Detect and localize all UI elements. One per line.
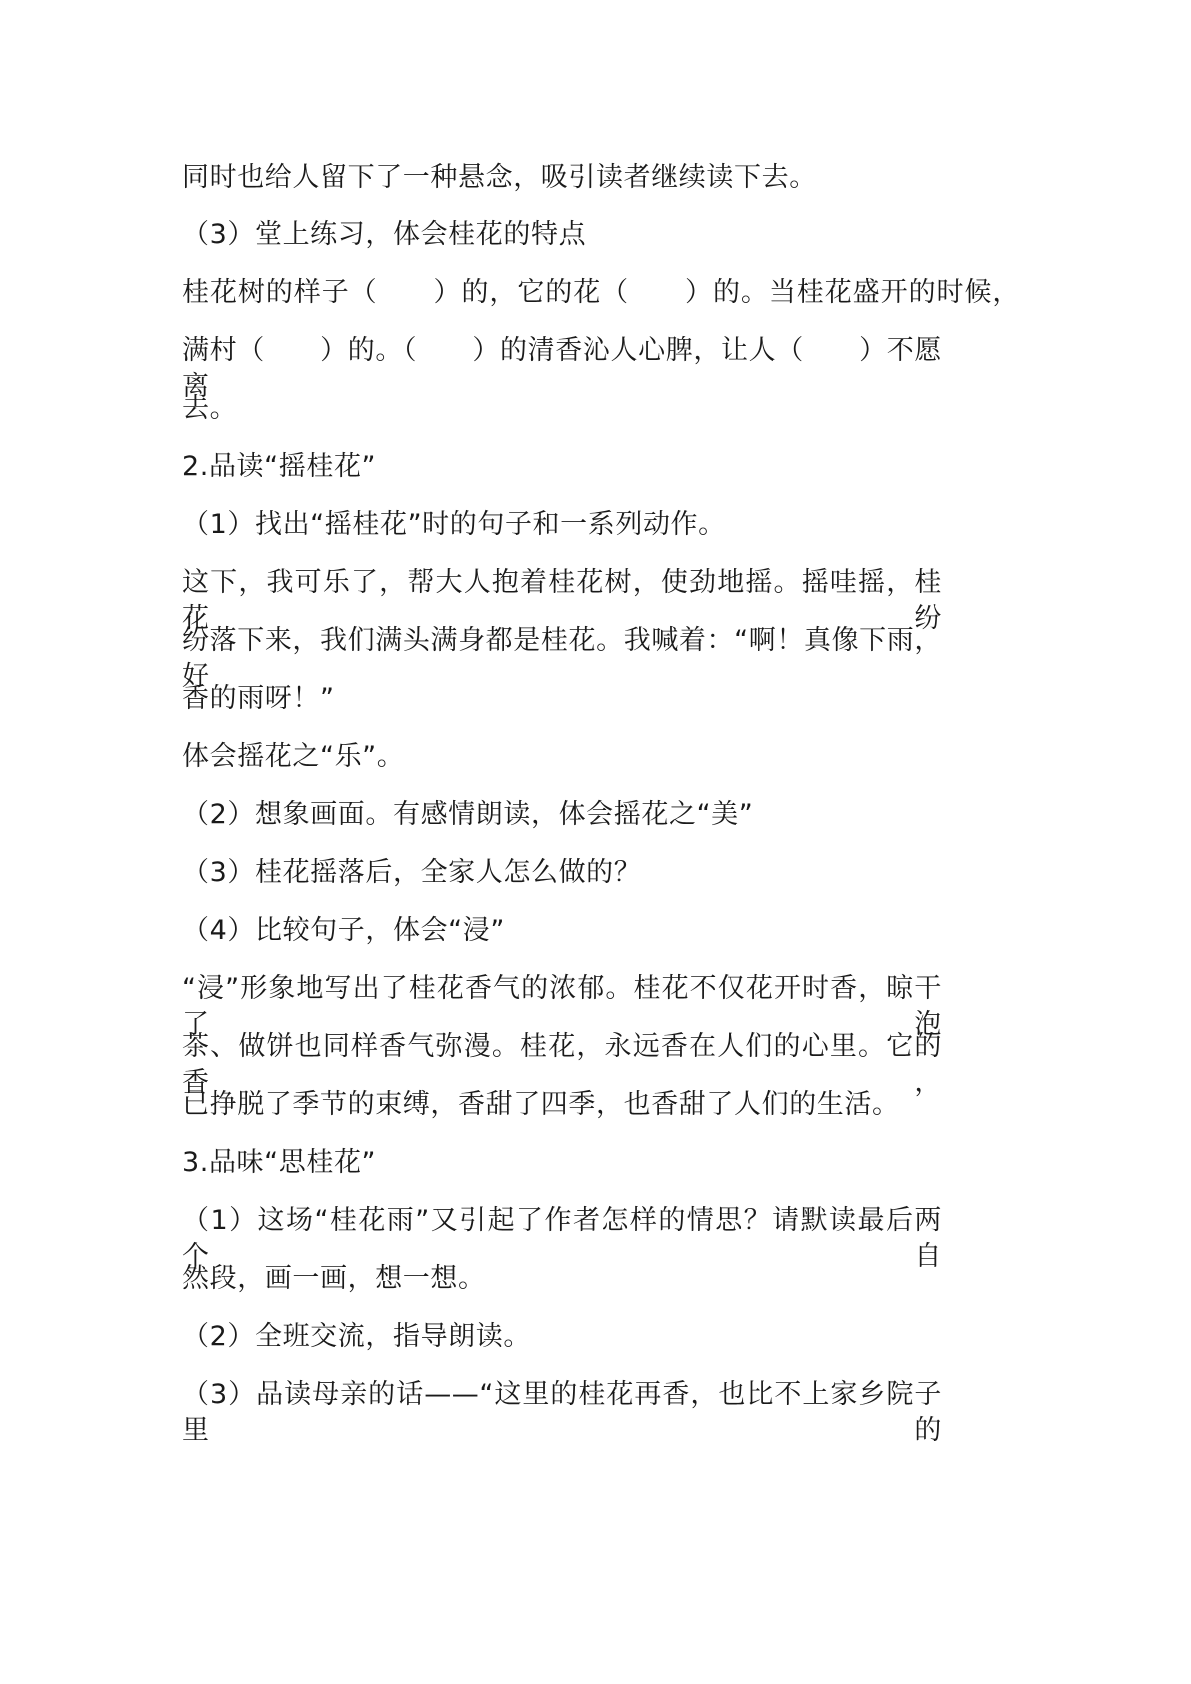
section-heading: 3.品味“思桂花”: [182, 1147, 377, 1178]
subsection-heading: （1）这场“桂花雨”又引起了作者怎样的情思？请默读最后两个自: [182, 1205, 942, 1272]
quote-line: 香的雨呀！”: [182, 683, 335, 714]
paragraph-line: 茶、做饼也同样香气弥漫。桂花，永远香在人们的心里。它的香，: [182, 1031, 942, 1098]
subsection-heading: （3）桂花摇落后，全家人怎么做的？: [182, 857, 642, 888]
subsection-heading: （1）找出“摇桂花”时的句子和一系列动作。: [182, 509, 726, 540]
exercise-heading: （3）堂上练习，体会桂花的特点: [182, 219, 587, 250]
fill-blank-line: 满村（ ）的。（ ）的清香沁人心脾，让人（ ）不愿离: [182, 335, 942, 402]
paragraph-line: 体会摇花之“乐”。: [182, 741, 405, 772]
paragraph-line: “浸”形象地写出了桂花香气的浓郁。桂花不仅花开时香，晾干了泡: [182, 973, 942, 1040]
section-heading: 2.品读“摇桂花”: [182, 451, 377, 482]
subsection-heading: （2）全班交流，指导朗读。: [182, 1321, 531, 1352]
paragraph-line: 已挣脱了季节的束缚，香甜了四季，也香甜了人们的生活。: [182, 1089, 900, 1120]
subsection-heading: （4）比较句子，体会“浸”: [182, 915, 505, 946]
quote-line: 这下，我可乐了，帮大人抱着桂花树，使劲地摇。摇哇摇，桂花纷: [182, 567, 942, 634]
fill-blank-line: 桂花树的样子（ ）的，它的花（ ）的。当桂花盛开的时候，: [182, 277, 1020, 308]
quote-line: 纷落下来，我们满头满身都是桂花。我喊着：“啊！真像下雨，好: [182, 625, 942, 692]
paragraph-line: 同时也给人留下了一种悬念，吸引读者继续读下去。: [182, 162, 817, 193]
paragraph-line: 去。: [182, 393, 238, 424]
subsection-heading: （3）品读母亲的话——“这里的桂花再香，也比不上家乡院子里的: [182, 1379, 942, 1446]
paragraph-line: 然段，画一画，想一想。: [182, 1263, 486, 1294]
subsection-heading: （2）想象画面。有感情朗读，体会摇花之“美”: [182, 799, 754, 830]
